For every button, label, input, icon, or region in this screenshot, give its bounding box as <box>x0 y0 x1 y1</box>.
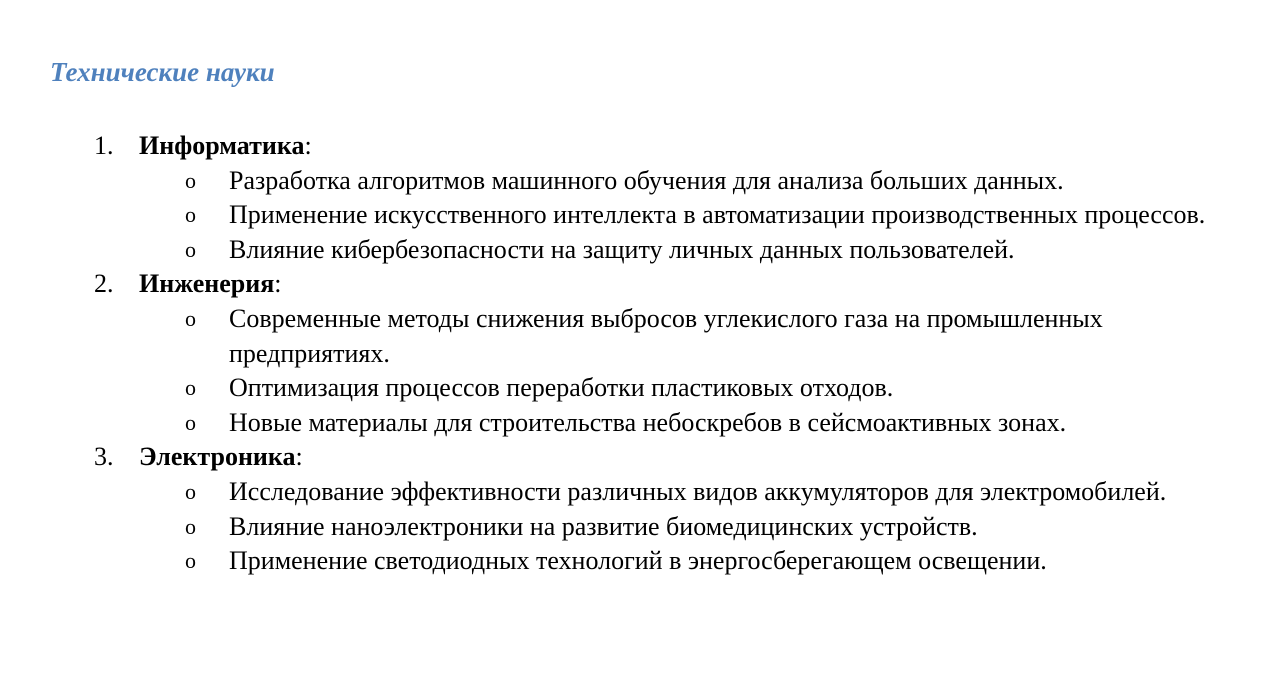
list-item-text: Исследование эффективности различных видов аккумуляторов для электромобилей. <box>229 476 1167 506</box>
topic-name: Информатика <box>139 131 305 160</box>
topic-header <box>0 267 1284 302</box>
circle-bullet-icon: o <box>185 478 196 504</box>
list-item <box>0 510 1219 545</box>
list-item <box>0 475 1219 510</box>
list-item-text: Новые материалы для строительства небоскребов в сейсмоактивных зонах. <box>229 407 1067 437</box>
circle-bullet-icon: o <box>185 375 196 401</box>
circle-bullet-icon: o <box>185 513 196 539</box>
topic-number: 2. <box>94 269 114 299</box>
circle-bullet-icon: o <box>185 409 196 435</box>
subtopic-list <box>0 475 1284 579</box>
circle-bullet-icon: o <box>185 236 196 262</box>
topic-name: Электроника <box>139 442 296 472</box>
list-item-text: Влияние кибербезопасности на защиту личных данных пользователей. <box>229 234 1015 264</box>
list-item-text: Современные методы снижения выбросов углекислого газа на промышленных предприятиях. <box>229 303 1103 368</box>
list-item <box>0 164 1219 199</box>
document-heading: Технические науки <box>50 57 275 87</box>
list-item <box>0 198 1219 233</box>
topic-colon: : <box>304 131 312 160</box>
topics-list <box>0 129 1284 579</box>
list-item-text: Применение светодиодных технологий в энергосберегающем освещении. <box>229 546 1047 576</box>
list-item <box>0 544 1219 579</box>
topic-number: 3. <box>94 442 114 472</box>
list-item <box>0 371 1219 406</box>
list-item <box>0 406 1219 441</box>
topic-name: Инженерия <box>139 269 275 299</box>
topic-engineering <box>0 267 1284 440</box>
circle-bullet-icon: o <box>185 167 196 193</box>
list-item <box>0 233 1219 268</box>
circle-bullet-icon: o <box>185 305 196 331</box>
topic-colon: : <box>274 269 282 299</box>
list-item <box>0 302 1219 371</box>
topic-electronics <box>0 440 1284 578</box>
topic-number: 1. <box>94 131 114 160</box>
list-item-text: Применение искусственного интеллекта в автоматизации производственных процессов. <box>229 200 1206 230</box>
subtopic-list <box>0 302 1284 440</box>
topic-colon: : <box>295 442 303 472</box>
circle-bullet-icon: o <box>185 548 196 574</box>
topic-header <box>0 129 1284 164</box>
topic-informatics <box>0 129 1284 267</box>
circle-bullet-icon: o <box>185 202 196 228</box>
list-item-text: Оптимизация процессов переработки пластиковых отходов. <box>229 373 894 403</box>
list-item-text: Разработка алгоритмов машинного обучения для анализа больших данных. <box>229 165 1064 195</box>
list-item-text: Влияние наноэлектроники на развитие биомедицинских устройств. <box>229 511 978 541</box>
topic-header <box>0 440 1284 475</box>
subtopic-list <box>0 164 1284 268</box>
